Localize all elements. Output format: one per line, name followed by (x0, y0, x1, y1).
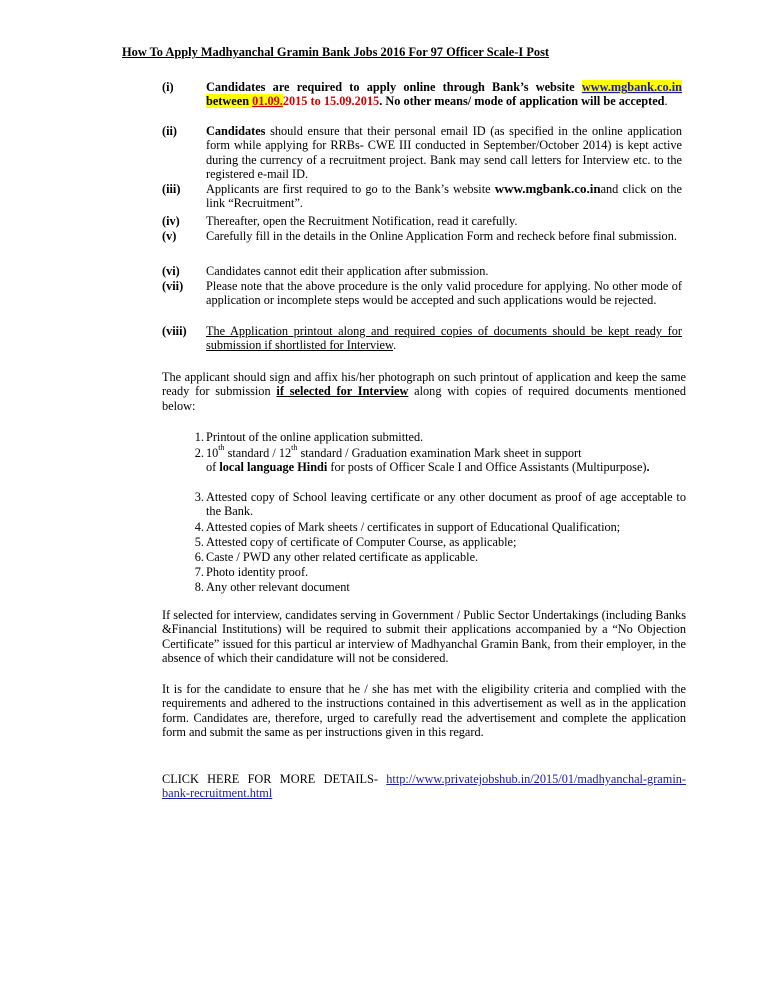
instruction-number: (iv) (162, 214, 180, 228)
instruction-item: Carefully fill in the details in the Online Application Form and recheck before final submission. (206, 229, 677, 243)
list-item: 1. Printout of the online application submitted. (194, 430, 424, 444)
instruction-item: Candidates should ensure that their personal email ID (as specified in the online application form while applying for RRBs- CWE III conducted in September/October 2014) is kept active during the currency of a recruitment project. Bank may send call letters for Interview etc. to the registered e-mail ID. (206, 124, 682, 182)
instruction-item: Please note that the above procedure is the only valid procedure for applying. No other mode of application or incomplete steps would be accepted and such applications would be rejected. (206, 279, 682, 308)
instruction-number: (vii) (162, 279, 184, 293)
instruction-item: The Application printout along and required copies of documents should be kept ready for submission if shortlisted for Interview. (206, 324, 682, 353)
list-item: 6. Caste / PWD any other related certificate as applicable. (194, 550, 479, 564)
list-item: 8. Any other relevant document (194, 580, 350, 594)
bank-website-text: www.mgbank.co.in (494, 181, 601, 196)
list-item: 5. Attested copy of certificate of Computer Course, as applicable; (194, 535, 517, 549)
instruction-item: Candidates cannot edit their application after submission. (206, 264, 489, 278)
instruction-number: (i) (162, 80, 174, 94)
instruction-item: Thereafter, open the Recruitment Notification, read it carefully. (206, 214, 518, 228)
page-title: How To Apply Madhyanchal Gramin Bank Jobs 2016 For 97 Officer Scale-I Post (122, 45, 550, 59)
instruction-number: (ii) (162, 124, 178, 138)
list-item: 4. Attested copies of Mark sheets / certificates in support of Educational Qualification; (194, 520, 621, 534)
instruction-number: (v) (162, 229, 177, 243)
list-item: 7. Photo identity proof. (194, 565, 309, 579)
list-item: 2. 10th standard / 12th standard / Graduation examination Mark sheet in support of local language Hindi for posts of Officer Scale I and Office Assistants (Multipurpose). (194, 442, 650, 475)
instruction-number: (viii) (162, 324, 187, 338)
instruction-number: (iii) (162, 182, 181, 196)
more-details: CLICK HERE FOR MORE DETAILS- http://www.privatejobshub.in/2015/01/madhyanchal-gramin-bank-recruitment.html (162, 772, 686, 801)
eligibility-paragraph: It is for the candidate to ensure that he / she has met with the eligibility criteria and complied with the requirements and adhered to the instructions contained in this advertisement as well as in the application form. Candidates are, therefore, urged to carefully read the advertisement and complete the application form and submit the same as per instructions given in this regard. (162, 682, 686, 740)
instruction-item: Applicants are first required to go to the Bank’s website www.mgbank.co.inand click on the link “Recruitment”. (206, 181, 682, 211)
bank-website-link[interactable]: www.mgbank.co.in (581, 80, 682, 94)
more-details-link[interactable]: http://www.privatejobshub.in/2015/01/madhyanchal-gramin-bank-recruitment.html (162, 772, 686, 801)
instruction-number: (vi) (162, 264, 180, 278)
sign-paragraph: The applicant should sign and affix his/her photograph on such printout of application and keep the same ready for submission if selected for Interview along with copies of required documents mentioned below: (162, 370, 686, 413)
noc-paragraph: If selected for interview, candidates serving in Government / Public Sector Undertakings (including Banks &Financial Institutions) will be required to submit their applications accompanied by a “No Objection Certificate” issued for this particul ar interview of Madhyanchal Gramin Bank, from their employer, in the absence of which their candidature will not be considered. (162, 608, 686, 666)
list-item: 3. Attested copy of School leaving certificate or any other document as proof of age acceptable to the Bank. (194, 490, 686, 519)
instruction-item: Candidates are required to apply online through Bank’s website www.mgbank.co.in between 01.09.2015 to 15.09.2015. No other means/ mode of application will be accepted. (206, 80, 682, 109)
